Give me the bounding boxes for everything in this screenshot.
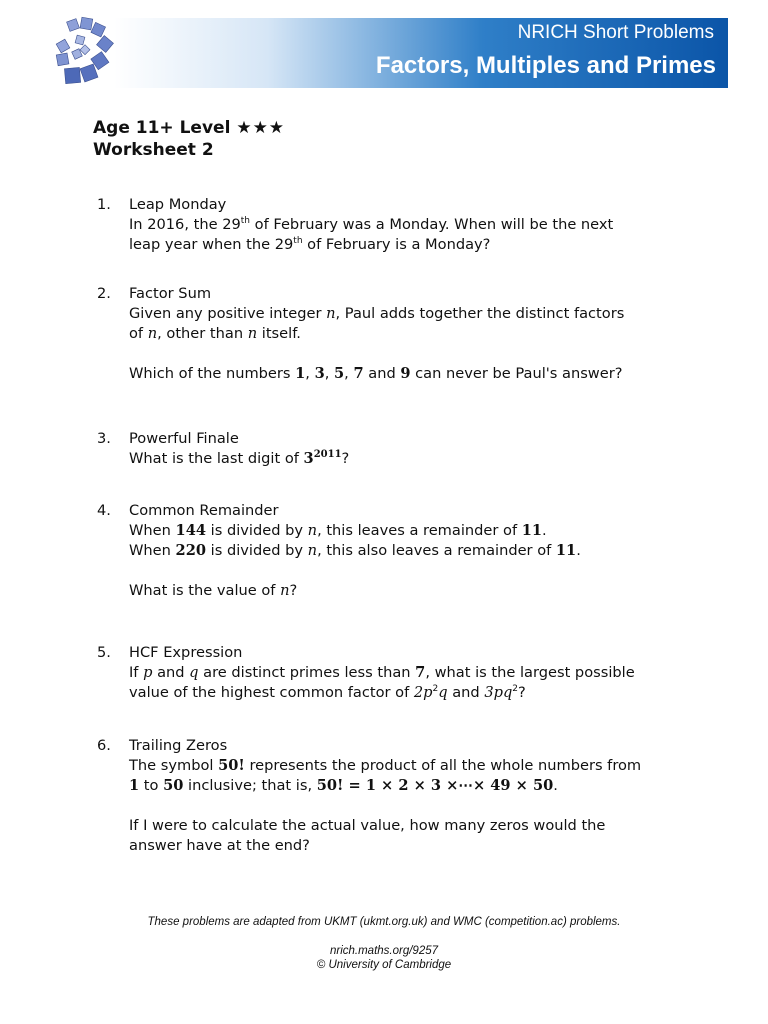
level-stars: ★★★	[236, 118, 286, 138]
footer-copyright: © University of Cambridge	[316, 959, 452, 971]
problem-number: 4.	[97, 502, 111, 519]
footer-note: These problems are adapted from UKMT (ukmt.org.uk) and WMC (competition.ac) problems.	[147, 916, 621, 928]
problem-text: The symbol 50! represents the product of all the whole numbers from	[129, 757, 642, 774]
problem-title: Factor Sum	[129, 285, 212, 302]
problem-text: What is the last digit of $3^{2011}$?	[129, 449, 350, 467]
problem-number: 6.	[97, 737, 111, 754]
problem-3	[97, 429, 697, 469]
problem-number: 3.	[97, 430, 111, 447]
problem-number: 2.	[97, 285, 111, 302]
problem-title: Powerful Finale	[129, 430, 239, 447]
problem-2: 2. Factor Sum Given any positive integer n, Paul adds together the distinct factors of n, other than n itself. Which of the numbers 1, 3, 5, 7 and 9 can never be Paul's answer?	[97, 284, 697, 384]
problem-text: When 144 is divided by n, this leaves a remainder of 11.	[129, 522, 547, 539]
worksheet-label: Worksheet 2	[93, 140, 214, 160]
problem-1: 1. Leap Monday In 2016, the 29th of February was a Monday. When will be the next leap year when the 29th of February is a Monday?	[97, 195, 697, 255]
problem-title: Leap Monday	[129, 196, 227, 213]
header-title: Factors, Multiples and Primes	[375, 52, 716, 79]
age-level: Age 11+ Level	[93, 118, 231, 138]
nrich-logo-icon	[54, 14, 116, 90]
problem-6: 6. Trailing Zeros The symbol 50! represents the product of all the whole numbers from 1 to 50 inclusive; that is, 50! = 1 × 2 × 3 ×⋯× 49 × 50. If I were to calculate the actual value, how many zeros would the answer have at the end?	[97, 736, 697, 856]
header-subtitle: NRICH Short Problems	[517, 22, 714, 43]
problem-number: 5.	[97, 644, 111, 661]
footer-url: nrich.maths.org/9257	[329, 945, 439, 957]
problem-title: Common Remainder	[129, 502, 279, 519]
problem-number: 1.	[97, 196, 111, 213]
problem-4: 4. Common Remainder When 144 is divided by n, this leaves a remainder of 11. When 220 is divided by n, this also leaves a remainder of 11. What is the value of n?	[97, 501, 697, 601]
header-banner	[114, 18, 728, 88]
problem-text: If p and q are distinct primes less than 7, what is the largest possible	[129, 664, 635, 681]
problem-title: Trailing Zeros	[129, 737, 228, 754]
worksheet-heading	[93, 117, 285, 161]
problem-5: 5. HCF Expression If p and q are distinct primes less than 7, what is the largest possible value of the highest common factor of $2p^2q$ and $3pq^2$?	[97, 643, 697, 703]
problem-text: Given any positive integer n, Paul adds together the distinct factors	[129, 305, 625, 322]
problem-text: In 2016, the 29th of February was a Monday. When will be the next	[129, 216, 614, 233]
problem-title: HCF Expression	[129, 644, 243, 661]
